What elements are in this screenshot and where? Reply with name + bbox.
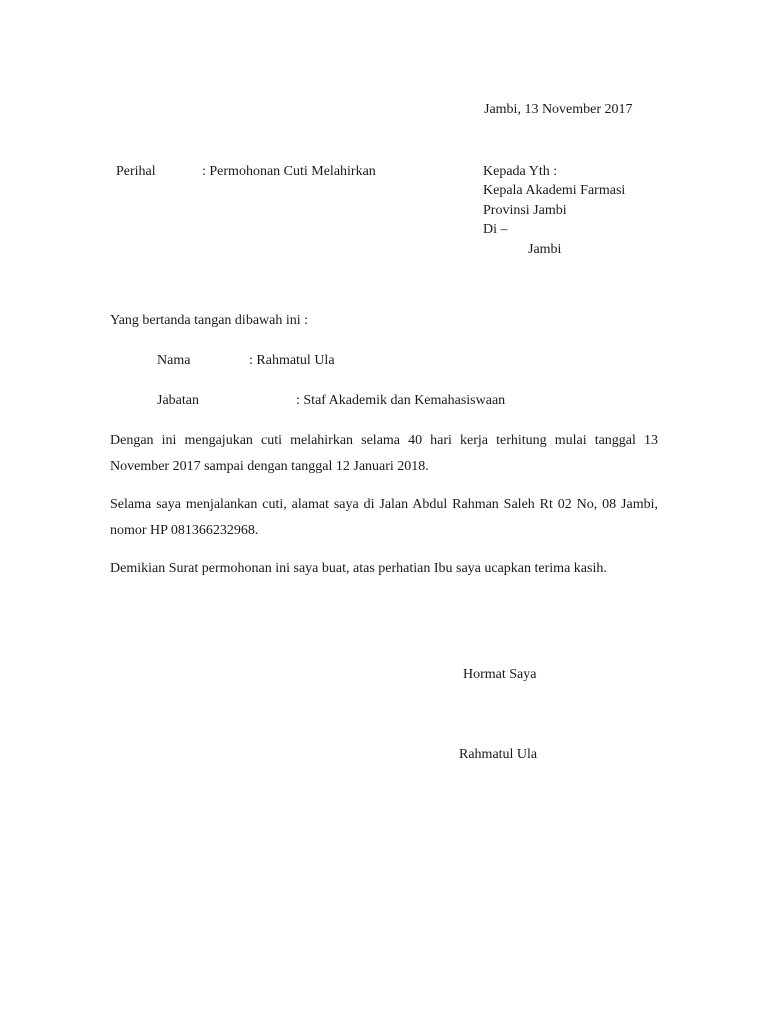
closing-salutation: Hormat Saya [463, 667, 537, 682]
subject-value: : Permohonan Cuti Melahirkan [202, 164, 376, 179]
name-label: Nama [157, 353, 191, 368]
recipient-line-5: Jambi [528, 242, 562, 257]
subject-label: Perihal [116, 164, 156, 179]
position-value: : Staf Akademik dan Kemahasiswaan [296, 393, 506, 408]
paragraph-closing: Demikian Surat permohonan ini saya buat, atas perhatian Ibu saya ucapkan terima kasih. [110, 561, 607, 576]
recipient-line-1: Kepada Yth : [483, 164, 558, 179]
signer-name: Rahmatul Ula [459, 747, 538, 762]
recipient-line-2: Kepala Akademi Farmasi [483, 183, 626, 198]
recipient-line-3: Provinsi Jambi [483, 203, 567, 218]
intro-text: Yang bertanda tangan dibawah ini : [110, 313, 309, 328]
position-label: Jabatan [157, 393, 199, 408]
paragraph-address: Selama saya menjalankan cuti, alamat saya di Jalan Abdul Rahman Saleh Rt 02 No, 08 Jambi, nomor HP 081366232968. [110, 497, 658, 538]
name-value: : Rahmatul Ula [249, 353, 335, 368]
place-date: Jambi, 13 November 2017 [484, 102, 633, 117]
recipient-line-4: Di – [483, 222, 508, 237]
paragraph-leave-request: Dengan ini mengajukan cuti melahirkan selama 40 hari kerja terhitung mulai tanggal 13 November 2017 sampai dengan tanggal 12 Januari 2018. [110, 433, 658, 474]
